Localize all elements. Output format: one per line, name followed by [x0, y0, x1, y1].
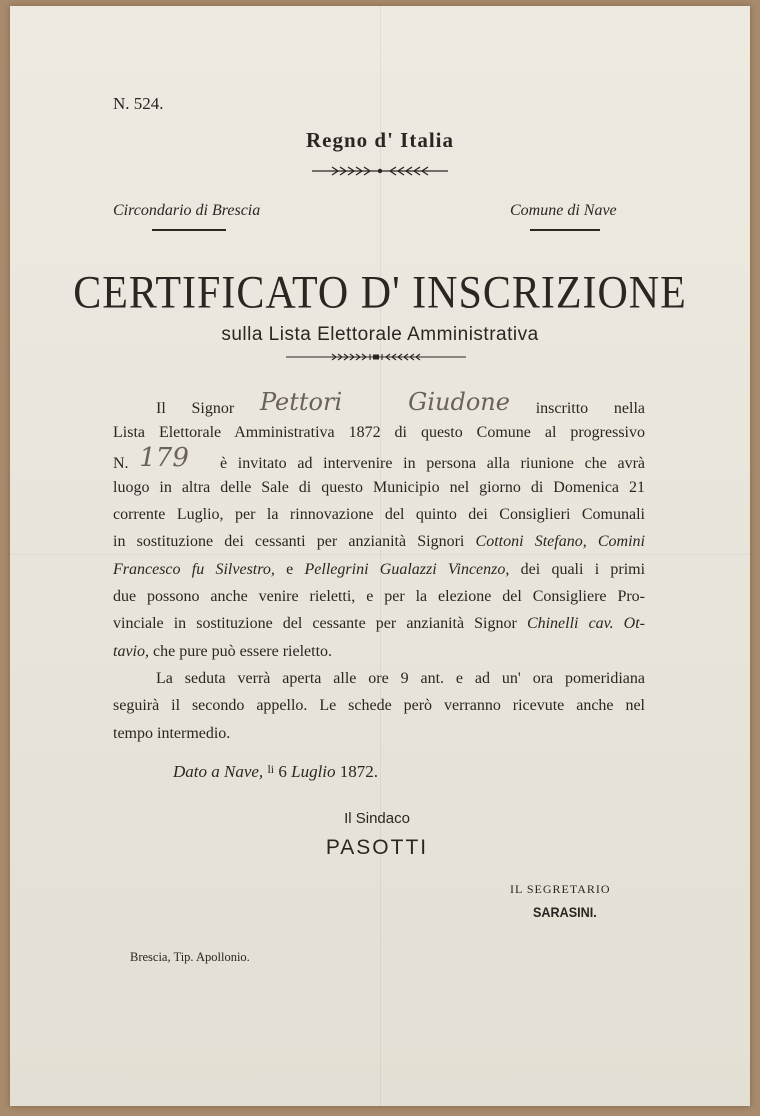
body-line	[113, 528, 645, 555]
body-line: luogo in altra delle Sale di questo Municipio nel giorno di Domenica 21	[113, 478, 645, 496]
rule-left	[152, 229, 226, 231]
date-year: 1872.	[339, 762, 379, 781]
body-line	[113, 442, 646, 474]
body-line: seguirà il secondo appello. Le schede però verranno ricevute anche nel	[113, 697, 645, 715]
text-n: N.	[113, 454, 129, 472]
body-line: Lista Elettorale Amministrativa 1872 di questo Comune al progressivo	[113, 424, 645, 442]
date-line	[173, 762, 378, 782]
text-signor: Il Signor	[156, 400, 235, 417]
ornament-divider-top	[310, 164, 450, 178]
text-inscritto: inscritto nella	[535, 400, 646, 417]
handwritten-number: 179	[139, 442, 189, 473]
body-line	[113, 610, 645, 637]
text-sostituzione: in sostituzione dei cessanti per anzianità Signori	[113, 533, 465, 551]
date-prefix: Dato a Nave,	[173, 762, 264, 781]
rule-right	[530, 229, 600, 231]
comune-label: Comune di Nave	[510, 202, 617, 219]
body-line: due possono anche venire rieletti, e per la elezione del Consigliere Pro-	[113, 588, 645, 606]
certificate-body	[113, 388, 646, 747]
date-li: li	[267, 762, 275, 776]
segretario-label: IL SEGRETARIO	[510, 882, 611, 896]
ornament-divider-title	[286, 352, 466, 362]
body-line	[113, 638, 645, 665]
text-names-5: tavio,	[113, 642, 149, 660]
body-line: La seduta verrà aperta alle ore 9 ant. e ad un' ora pomeridiana	[156, 669, 645, 687]
circondario-label: Circondario di Brescia	[113, 202, 261, 219]
body-line	[113, 388, 646, 419]
handwritten-name: Pettori Giudone	[259, 388, 510, 416]
text-e: e	[286, 560, 294, 578]
certificate-subtitle: sulla Lista Elettorale Amministrativa	[221, 324, 539, 345]
printer-credit: Brescia, Tip. Apollonio.	[130, 950, 250, 964]
text-names-1: Cottoni Stefano, Comini	[475, 533, 645, 551]
date-month: Luglio	[291, 762, 336, 781]
body-line	[113, 556, 645, 583]
text-rieletto: che pure può essere rieletto.	[153, 642, 333, 660]
text-names-4: Chinelli cav. Ot-	[526, 615, 646, 633]
certificate-paper	[10, 6, 750, 1106]
certificate-number: N. 524.	[113, 94, 164, 113]
text-invitato: è invitato ad intervenire in persona alla riunione che avrà	[219, 454, 646, 472]
date-day: 6	[278, 762, 287, 781]
kingdom-heading: Regno d' Italia	[305, 128, 454, 152]
sindaco-name: PASOTTI	[325, 836, 429, 859]
body-line: tempo intermedio.	[113, 724, 231, 742]
certificate-title: CERTIFICATO D' INSCRIZIONE	[73, 267, 687, 319]
text-names-2: Francesco fu Silvestro,	[113, 560, 275, 578]
segretario-name: SARASINI.	[533, 904, 597, 920]
body-line: corrente Luglio, per la rinnovazione del quinto dei Consiglieri Comunali	[113, 506, 645, 524]
sindaco-label: Il Sindaco	[344, 810, 410, 827]
text-names-3: Pellegrini Gualazzi Vincenzo,	[304, 560, 510, 578]
text-provinciale: vinciale in sostituzione del cessante per anzianità Signor	[113, 615, 517, 633]
text-dei-quali: dei quali i primi	[520, 560, 646, 578]
